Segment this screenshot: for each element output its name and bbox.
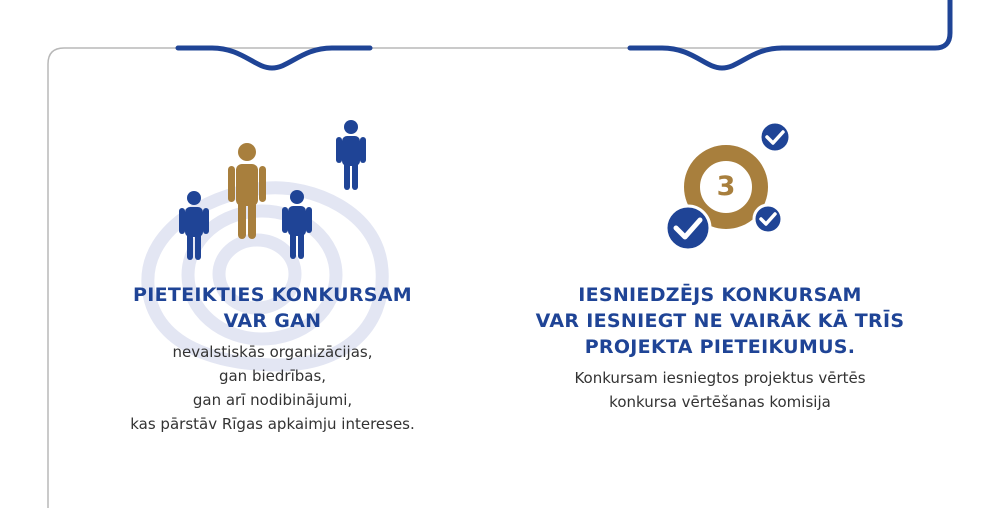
person-icon bbox=[336, 120, 366, 190]
wave-accent-right bbox=[630, 0, 950, 68]
body-line: gan biedrības, bbox=[218, 367, 327, 385]
heading-line: PROJEKTA PIETEIKUMUS. bbox=[584, 336, 856, 358]
left-column bbox=[100, 282, 445, 436]
body-line: nevalstiskās organizācijas, bbox=[172, 343, 373, 361]
heading-line: VAR IESNIEGT NE VAIRĀK KĀ TRĪS bbox=[535, 310, 905, 332]
right-body bbox=[520, 366, 920, 414]
body-line: gan arī nodibinājumi, bbox=[192, 391, 353, 409]
heading-line: IESNIEDZĒJS KONKURSAM bbox=[578, 284, 862, 306]
check-circle-icon bbox=[666, 206, 710, 250]
wave-accent-left bbox=[178, 48, 370, 68]
left-body bbox=[100, 340, 445, 436]
check-circle-icon bbox=[754, 205, 782, 233]
right-column bbox=[520, 282, 920, 414]
heading-line: VAR GAN bbox=[223, 310, 322, 332]
body-line: konkursa vērtēšanas komisija bbox=[609, 393, 831, 411]
left-heading bbox=[100, 282, 445, 334]
body-line: Konkursam iesniegtos projektus vērtēs bbox=[574, 369, 866, 387]
right-heading bbox=[520, 282, 920, 360]
check-circle-icon bbox=[760, 122, 790, 152]
person-icon bbox=[228, 143, 266, 239]
body-line: kas pārstāv Rīgas apkaimju intereses. bbox=[130, 415, 415, 433]
badge-number: 3 bbox=[716, 171, 736, 202]
heading-line: PIETEIKTIES KONKURSAM bbox=[133, 284, 412, 306]
